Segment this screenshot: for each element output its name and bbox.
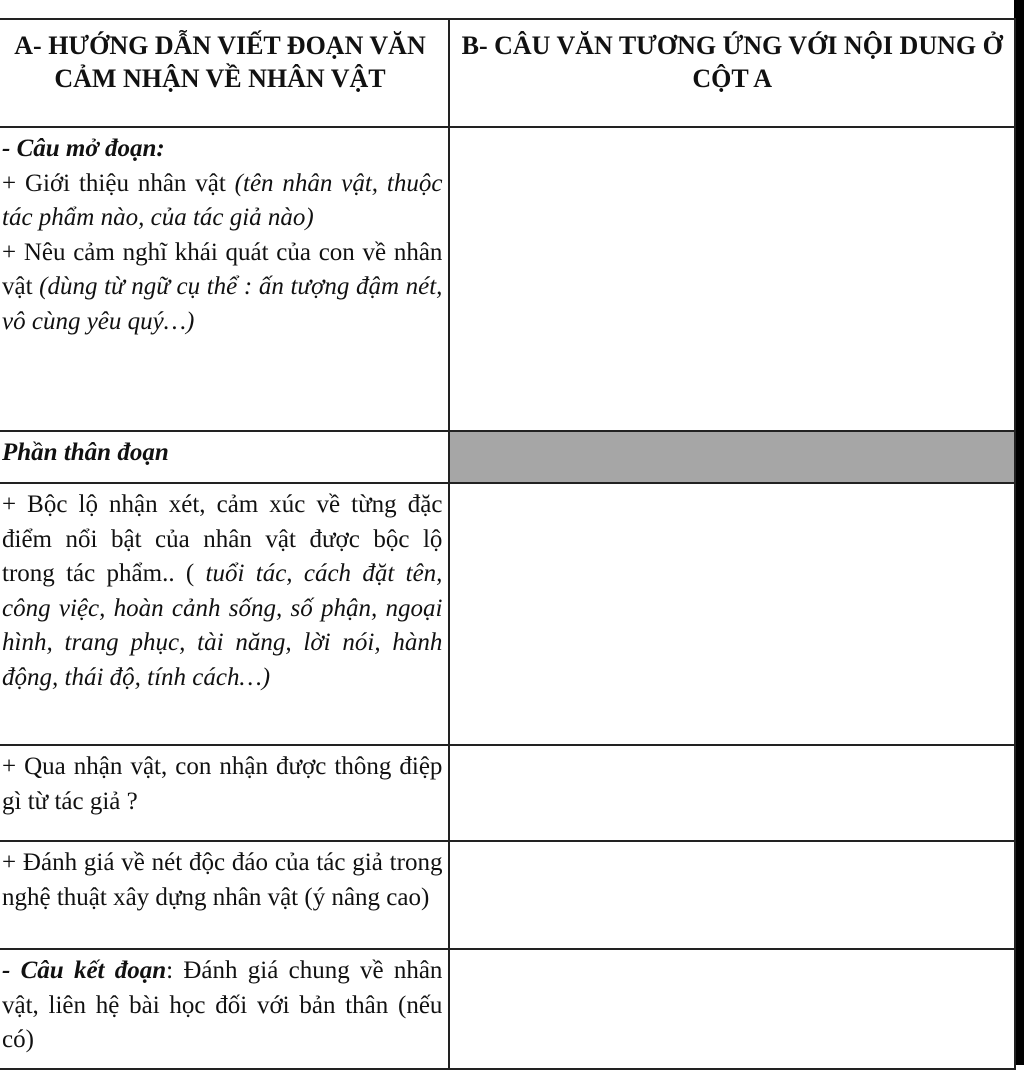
worksheet-table — [0, 18, 1016, 1070]
body-title-cell: Phần thân đoạn — [0, 431, 449, 483]
traits-row — [0, 483, 1015, 745]
opening-answer-cell[interactable] — [449, 127, 1015, 431]
opening-row — [0, 127, 1015, 431]
art-row — [0, 841, 1015, 949]
traits-guide-cell: + Bộc lộ nhận xét, cảm xúc về từng đặc điểm nổi bật của nhân vật được bộc lộ trong tác phẩm.. ( tuổi tác, cách đặt tên, công việc, hoàn cảnh sống, số phận, ngoại hình, trang phục, tài năng, lời nói, hành động, thái độ, tính cách…) — [0, 483, 449, 745]
opening-guide-cell — [0, 127, 449, 431]
body-title-row — [0, 431, 1015, 483]
opening-title: - Câu mở đoạn: — [2, 135, 165, 162]
closing-answer-cell[interactable] — [449, 949, 1015, 1069]
closing-row — [0, 949, 1015, 1069]
message-answer-cell[interactable] — [449, 745, 1015, 841]
closing-guide-cell: - Câu kết đoạn: Đánh giá chung về nhân vật, liên hệ bài học đối với bản thân (nếu có) — [0, 949, 449, 1069]
body-title-shaded-cell — [449, 431, 1015, 483]
header-col-a: A- HƯỚNG DẪN VIẾT ĐOẠN VĂN CẢM NHẬN VỀ NHÂN VẬT — [0, 19, 449, 127]
header-col-b: B- CÂU VĂN TƯƠNG ỨNG VỚI NỘI DUNG Ở CỘT A — [449, 19, 1015, 127]
message-guide-cell: + Qua nhận vật, con nhận được thông điệp gì từ tác giả ? — [0, 745, 449, 841]
art-guide-cell: + Đánh giá về nét độc đáo của tác giả trong nghệ thuật xây dựng nhân vật (ý nâng cao) — [0, 841, 449, 949]
traits-answer-cell[interactable] — [449, 483, 1015, 745]
opening-item-1: + Giới thiệu nhân vật (tên nhân vật, thuộc tác phẩm nào, của tác giả nào) — [2, 169, 443, 231]
header-row — [0, 19, 1015, 127]
opening-item-2: + Nêu cảm nghĩ khái quát của con về nhân vật (dùng từ ngữ cụ thể : ấn tượng đậm nét, vô cùng yêu quý…) — [2, 238, 443, 335]
message-row — [0, 745, 1015, 841]
art-answer-cell[interactable] — [449, 841, 1015, 949]
